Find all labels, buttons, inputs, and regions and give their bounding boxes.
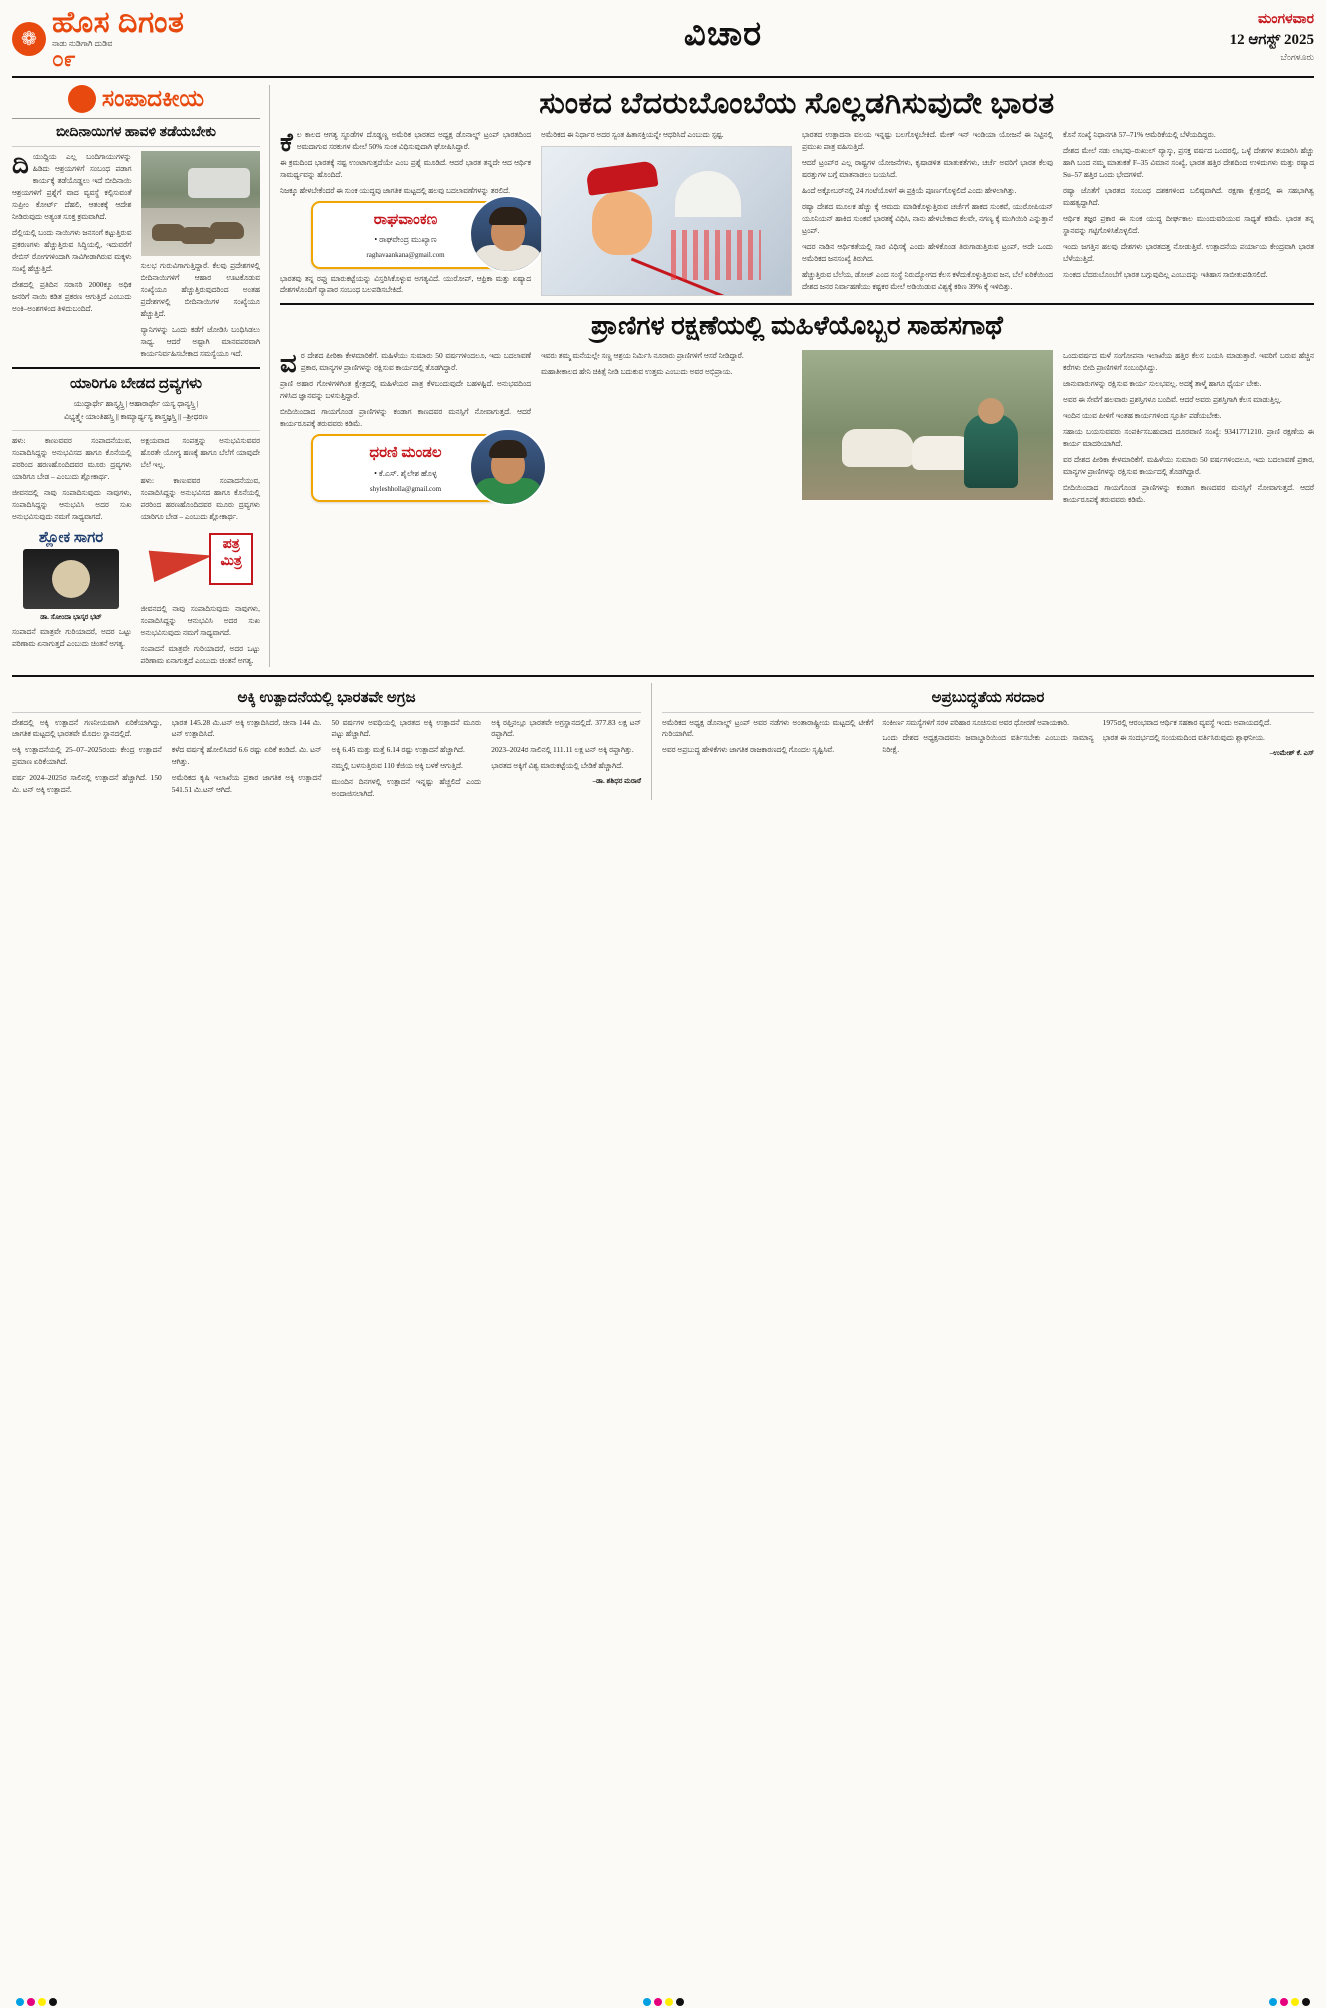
second-para: ಬೀದಿಯಿಂದಾದ ಗಾಯಗೊಂಡ ಪ್ರಾಣಿಗಳನ್ನು ಕಂಡಾಗ ಕಾಣದವರ ಮನಸ್ಸಿಗೆ ನೋವಾಗುತ್ತದೆ. ಆದರೆ ಕಾರ್ಯರೂಪಕ್ಕೆ ತರುವವರು ಕಡಿಮೆ. bbox=[1063, 483, 1314, 505]
cmyk-dots-center bbox=[643, 1998, 684, 2006]
editorial-para: ವ್ಯಾನಿಗಳನ್ನು ಒಂದು ಕಡೆಗೆ ಜೋಡಿಸಿ ಬಂಧಿಸಿಡಲು ಸಾಧ್ಯ. ಆದರೆ ಅಷ್ಟಾಗಿ ಮಾನವಪರವಾಗಿ ಕಾರ್ಯನಿರ್ವಹಿಸಬೇಕಾದ ಸಮಸ್ಯೆಯೂ ಇದೆ. bbox=[140, 324, 260, 358]
trump-article bbox=[662, 683, 1314, 801]
second-para: ಬೀದಿಯಿಂದಾದ ಗಾಯಗೊಂಡ ಪ್ರಾಣಿಗಳನ್ನು ಕಂಡಾಗ ಕಾಣದವರ ಮನಸ್ಸಿಗೆ ನೋವಾಗುತ್ತದೆ. ಆದರೆ ಕಾರ್ಯರೂಪಕ್ಕೆ ತರುವವರು ಕಡಿಮೆ. bbox=[280, 407, 531, 429]
lead-para: ನಿಜಕ್ಕೂ ಹೇಳಬೇಕೆಂದರೆ ಈ ಸುಂಕ ಯುದ್ಧವು ಜಾಗತಿಕ ಮಟ್ಟದಲ್ಲಿ ಹಲವು ಬದಲಾವಣೆಗಳನ್ನು ತರಲಿದೆ. bbox=[280, 185, 511, 195]
divider bbox=[280, 303, 1314, 305]
trump-body bbox=[662, 717, 1314, 762]
editorial-para: ಸುಲಭ ಗುರುವಿಗಾಗುತ್ತಿದ್ದಾರೆ. ಕೆಲವು ಪ್ರದೇಶಗಳಲ್ಲಿ ಬೀದಿನಾಯಿಗಳಿಗೆ ಆಹಾರ ಊಟಕೊಡುವ ಸಂಖ್ಯೆಯೂ ಹೆಚ್ಚುತ್ತಿರುವುದರಿಂದ ಅಂತಹ ಪ್ರದೇಶಗಳಲ್ಲಿ ಬೀದಿನಾಯಿಗಳ ಸಂಖ್ಯೆಯೂ ಹೆಚ್ಚುತ್ತಿದೆ. bbox=[140, 261, 260, 318]
drvyagalu-para: ಜೀವನದಲ್ಲಿ ನಾವು ಸಂಪಾದಿಸುವುದು ನಾವುಗಳು, ಸಂಪಾದಿಸಿದ್ದನ್ನು ಆನುಭವಿಸಿ ಅದರ ಸುಖ ಅನುಭವಿಸುವುದು ನಮಗೆ ಸಾಧ್ಯವಾಗದೆ. bbox=[12, 487, 132, 521]
rice-para: ದೇಶದಲ್ಲಿ ಅಕ್ಕಿ ಉತ್ಪಾದನೆ ಗಣನೀಯವಾಗಿ ಏರಿಕೆಯಾಗಿದ್ದು, ಜಾಗತಿಕ ಮಟ್ಟದಲ್ಲಿ ಭಾರತವೇ ಮೊದಲ ಸ್ಥಾನದಲ್ಲಿದೆ. bbox=[12, 717, 162, 739]
editorial-para: ದಿಯುದ್ದಿಯ ಎಲ್ಲ ಬಂದಿಗಾಯುಗಳನ್ನು ಹಿಡಿದು ಆಶ್ರಯಗಳಿಗೆ ಸಂಬಂಧ ಪಡಾಗ ಕಾರ್ಯಕ್ಕೆ ತಡೆಯೊಡ್ಡಲು ಇದೆ ಬೀದಿನಾಯಿ ಆಶ್ರಯಗಳಿಗೆ ಪ್ರಶ್ನೆಗೆ ವಾದ ವ್ಯವಸ್ಥೆ ಕಲ್ಪಿಸುವಂತೆ ಸುಪ್ರೀಂ ಕೋರ್ಟ್ ದೆಹಲಿ, ಆತಂಕಕ್ಕೆ ಆದೇಶ ನೀಡಿರುವುದು ಅತ್ಯಂತ ಸೂಕ್ತ ಕ್ರಮವಾಗಿದೆ. bbox=[12, 150, 132, 221]
divider bbox=[12, 430, 260, 431]
registration-marks bbox=[0, 1998, 1326, 2006]
drvyagalu-body bbox=[12, 435, 260, 667]
editorial-label: ಸಂಪಾದಕೀಯ bbox=[101, 86, 205, 111]
rice-para: ಅಕ್ಕಿ 6.45 ಮತ್ತು ಮತ್ತೆ 6.14 ರಷ್ಟು ಉತ್ಪಾದನೆ ಹೆಚ್ಚಾಗಿದೆ. bbox=[331, 745, 465, 755]
shloka-sagara-title: ಶ್ಲೋಕ ಸಾಗರ bbox=[38, 529, 104, 546]
lead-para: ಇದರ ನಾಡಿನ ಆರ್ಥಿಕತೆಯಲ್ಲಿ ಸಾರ ವಿಧಿಸಕ್ಕೆ ಎಂದು ಹೇಳಿಕೊಂಡ ತಿರುಗಾಡುತ್ತಿರುವ ಟ್ರಂಪ್, ಅದೇ ಒಂದು ಅಮೆರಿಕದ ಜನಸಂಖ್ಯೆ ತಿರುಗಿದ. bbox=[802, 241, 1053, 263]
verse-line: ಯುದ್ಧಾರ್ಥೇ ಹಾಸ್ತ್ಯಸ್ತ್ರಿ | ಆಹಾರಾರ್ಥೇ ಯಸ್ಯ ಧಾನ್ಯಸ್ತ್ರಿ | bbox=[73, 398, 199, 408]
bottom-strip bbox=[12, 675, 1314, 801]
second-para: ವರ ದೇಶದ ಪೀಠಿಕಾ ಕೇಳಮಾರಿಕೆಗೆ. ಮಹಿಳೆಯು ಸುಮಾರು 50 ವರ್ಷಗಳಿಂದಲೂ, ಇದು ಬದಲಾವಣೆ ಪ್ರಕಾರ, ಮಾನ್ಯಗಳ ಪ್ರಾಣಿಗಳನ್ನು ರಕ್ಷಿಸುವ ಕಾರ್ಯದಲ್ಲಿ ತೊಡಗಿದ್ದಾರೆ. bbox=[1063, 455, 1314, 477]
paper-logo bbox=[12, 8, 392, 70]
edition-city: ಬೆಂಗಳೂರು bbox=[1280, 52, 1314, 62]
drvyagalu-para: ಅಕ್ಷಯವಾದ ಸಂಪತ್ತನ್ನು ಅನುಭವಿಸುವವರ ಹೊರತೇ ಯೋಗ್ಯ ಹಣಕ್ಕೆ ಹಾಗೂ ಬೆಲೆಗೆ ಯಾವುದೇ ಬೆಲೆ ಇಲ್ಲ. bbox=[140, 435, 260, 469]
left-column bbox=[12, 85, 270, 667]
lead-para: ಕೆಲ ಕಾಲದ ಆಗತ್ಯ ಸ್ಥೂಡೆಗಳ ದೊಡ್ಡಣ್ಣ ಅಮೆರಿಕ ಭಾರತದ ಅಧ್ಯಕ್ಷ ಡೊನಾಲ್ಡ್ ಟ್ರಂಪ್ ಭಾರತದಿಂದ ಅಮದಾಗುವ ಸರಕುಗಳ ಮೇಲೆ 50% ಸುಂಕ ವಿಧಿಸುವುದಾಗಿ ಘೋಷಿಸಿದ್ದಾರೆ. bbox=[280, 128, 531, 157]
second-para: ಅವರ ಈ ಸೇವೆಗೆ ಹಲವಾರು ಪ್ರಶಸ್ತಿಗಳೂ ಬಂದಿವೆ. ಆದರೆ ಅವರು ಪ್ರಶಸ್ತಿಗಾಗಿ ಕೆಲಸ ಮಾಡುತ್ತಿಲ್ಲ. bbox=[1063, 395, 1282, 405]
trump-para: ಸಂಕೀರ್ಣ ಸಮಸ್ಯೆಗಳಿಗೆ ಸರಳ ಪರಿಹಾರ ಸೂಚಿಸುವ ಅವರ ಧೋರಣೆ ಅಪಾಯಕಾರಿ. bbox=[882, 717, 1069, 727]
rice-para: 2023–2024ರ ಸಾಲಿನಲ್ಲಿ 111.11 ಲಕ್ಷ ಟನ್ ಅಕ್ಕಿ ರಫ್ತಾಗಿತ್ತು. bbox=[491, 745, 634, 755]
lead-para: ಭಾರತದ ಉತ್ಪಾದನಾ ವಲಯ ಇನ್ನಷ್ಟು ಬಲಗೊಳ್ಳಬೇಕಿದೆ. ಮೇಕ್ ಇನ್ ಇಂಡಿಯಾ ಯೋಜನೆ ಈ ನಿಟ್ಟಿನಲ್ಲಿ ಪ್ರಮುಖ ಪಾತ್ರ ವಹಿಸುತ್ತಿದೆ. bbox=[802, 130, 1053, 151]
sanskrit-verse bbox=[12, 398, 260, 424]
lead-author-badge bbox=[311, 201, 501, 269]
lead-para: ಆದರೆ ಟ್ರಂಪ್‌ರ ಎಲ್ಲ ರಾಷ್ಟ್ರಗಳ ಯೋಜನೆಗಳು, ಕೃಷಾಡಳಿತ ಮಾತುಕತೆಗಳು, ಚರ್ಚೆ ಅವರಿಗೆ ಭಾರತ ಕೆಲವು ಷರತ್ತುಗಳ ಬಗ್ಗೆ ಮಾತನಾಡಲು ಬಯಸಿದೆ. bbox=[802, 157, 1053, 179]
author-name: ರಾಘವಾಂಕಣ bbox=[373, 211, 438, 228]
rice-signature: –ಡಾ. ಶಶಿಧರ ಮರಾಠೆ bbox=[592, 777, 641, 786]
divider bbox=[12, 118, 260, 119]
lead-para: ದೇಶದ ಮೇಲೆ ನಡು ಲಾಭವು–ರುಖುಲ್ ವ್ಯಾಸ್ಕು, ಪ್ರಸಕ್ತ ವರ್ಷದ ಒಂದರಲ್ಲಿ, ಒಳ್ಳೆ ದೇಶಗಳ ತಯಾರಿಸಿ ಹೆಚ್ಚು ಹಾಗಿ ಬಂದ ನಮ್ಮ ಮಾತುಕತೆ F–35 ವಿಮಾನ ಸಂಖ್ಯೆ, ಭಾರತ ಹತ್ತಿರ ದೇಶದಿಂದ ಉಳಿದುಗಳು ಮತ್ತು ರಷ್ಯಾದ Su–57 ಹತ್ತಿರ ಒಂದು ಭೇದಗಳಿವೆ. bbox=[1063, 145, 1314, 179]
rice-body bbox=[12, 717, 641, 801]
trump-para: ಅಮೆರಿಕದ ಅಧ್ಯಕ್ಷ ಡೊನಾಲ್ಡ್ ಟ್ರಂಪ್ ಅವರ ನಡೆಗಳು ಅಂತಾರಾಷ್ಟ್ರೀಯ ಮಟ್ಟದಲ್ಲಿ ಟೀಕೆಗೆ ಗುರಿಯಾಗಿವೆ. bbox=[662, 717, 874, 739]
shloka-emblem-icon bbox=[23, 549, 119, 609]
divider bbox=[662, 712, 1314, 713]
rice-para: ವರ್ಷ 2024–2025ರ ಸಾಲಿನಲ್ಲಿ ಉತ್ಪಾದನೆ ಹೆಚ್ಚಾಗಿದೆ. 150 ಮಿ. ಟನ್ ಅಕ್ಕಿ ಉತ್ಪಾದನೆ. bbox=[12, 773, 162, 795]
trump-para: ಭಾರತ ಈ ಸಂದರ್ಭದಲ್ಲಿ ಸಂಯಮದಿಂದ ವರ್ತಿಸಿರುವುದು ಶ್ಲಾಘನೀಯ. bbox=[1102, 733, 1265, 743]
editorial-logo-icon bbox=[68, 85, 96, 113]
lead-para: ಅಮೆರಿಕದ ಈ ನಿರ್ಧಾರ ಅದರ ಸ್ವಂತ ಹಿತಾಸಕ್ತಿಯನ್ನೇ ಆಧರಿಸಿದೆ ಎಂಬುದು ಸ್ಪಷ್ಟ. bbox=[541, 130, 724, 139]
weekday: ಮಂಗಳವಾರ bbox=[1257, 12, 1314, 27]
second-para: ಜಾನುವಾರುಗಳನ್ನು ರಕ್ಷಿಸುವ ಕಾರ್ಯ ಸುಲಭವಲ್ಲ. ಅದಕ್ಕೆ ತಾಳ್ಮೆ ಹಾಗೂ ಧೈರ್ಯ ಬೇಕು. bbox=[1063, 379, 1262, 389]
verse-line: ವಿಭ್ಯತ್ತ್ವೇ ಯಾಂತಿಹಸ್ತ್ರಿ || ಕಾಮ್ಯಾರ್ಥ್ಯಸ್ಯ ಶಾಸ್ತ್ರಜ್ಞಸ್ತ್ರಿ || –ಶ್ರೀಧರಣ bbox=[64, 411, 208, 421]
second-para: ಪ್ರಾಣಿ ಅಹಾರ ಗೋಳಿಗಳಿಗಿಂತ ಕ್ಷೇತ್ರದಲ್ಲಿ ಮಹಿಳೆಯರ ಪಾತ್ರ ಕೆಳಬಂದುವುದೇ ಬಹಳಷ್ಟಿದೆ. ಅನುಭವದಿಂದ ಗಳಿಸಿದ ಜ್ಞಾನವನ್ನು ಬಳಸುತ್ತಿದ್ದಾರೆ. bbox=[280, 379, 531, 401]
rice-para: ಅಮೆರಿಕದ ಕೃಷಿ ಇಲಾಖೆಯ ಪ್ರಕಾರ ಜಾಗತಿಕ ಅಕ್ಕಿ ಉತ್ಪಾದನೆ 541.51 ಮಿ.ಟನ್ ಆಗಿದೆ. bbox=[171, 773, 322, 795]
rice-para: ನಮ್ಮಲ್ಲಿ ಬಳಸುತ್ತಿರುವ 110 ಕೆಜಿಯ ಅಕ್ಕಿ ಬಳಕೆ ಆಗುತ್ತಿದೆ. bbox=[331, 761, 463, 771]
rice-para: ಮುಂದಿನ ದಿನಗಳಲ್ಲಿ ಉತ್ಪಾದನೆ ಇನ್ನಷ್ಟು ಹೆಚ್ಚಲಿದೆ ಎಂದು ಅಂದಾಜಿಸಲಾಗಿದೆ. bbox=[331, 777, 482, 799]
second-headline: ಪ್ರಾಣಿಗಳ ರಕ್ಷಣೆಯಲ್ಲಿ ಮಹಿಳೆಯೊಬ್ಬರ ಸಾಹಸಗಾಥೆ bbox=[591, 311, 1003, 341]
lead-para: ಈ ಕ್ರಮದಿಂದ ಭಾರತಕ್ಕೆ ನಷ್ಟ ಉಂಟಾಗುತ್ತದೆಯೇ ಎಂಬ ಪ್ರಶ್ನೆ ಮೂಡಿದೆ. ಆದರೆ ಭಾರತ ತನ್ನದೇ ಆದ ಆರ್ಥಿಕ ಸಾಮರ್ಥ್ಯವನ್ನು ಹೊಂದಿದೆ. bbox=[280, 157, 531, 179]
rice-headline: ಅಕ್ಕಿ ಉತ್ಪಾದನೆಯಲ್ಲಿ ಭಾರತವೇ ಅಗ್ರಜ bbox=[237, 689, 416, 706]
second-para: ಇವರು ತಮ್ಮ ಮನೆಯಲ್ಲೇ ಸಣ್ಣ ಆಶ್ರಯ ನಿರ್ಮಿಸಿ ನೂರಾರು ಪ್ರಾಣಿಗಳಿಗೆ ಆಸರೆ ನೀಡಿದ್ದಾರೆ. bbox=[541, 351, 744, 361]
lead-para: ರಷ್ಯಾ ದೇಶದ ಮೂಲಕ ಹೆಚ್ಚು ಕ್ಕೆ ಆಮದು ಮಾಡಿಕೊಳ್ಳುತ್ತಿರುವ ಚರ್ಚೆಗೆ ಹಾಕದ ಸುಂಕವೆ, ಯುರೋಪಿಯನ್ ಯೂನಿಯನ್ ಹಾಕಿದ ಸುಂಕವೆ ಭಾರತಕ್ಕೆ ವಿಧಿಸಿ, ನಾನು ಹೇಳಬೇಕಾದ ಕೆಲವೇ, ನಗಣ್ಯ ಕ್ಕೆ ಮುಗಿಯಿರಿ ಎನ್ನುತ್ತಾನೆ ಟ್ರಂಪ್. bbox=[802, 201, 1053, 235]
street-dogs-photo bbox=[141, 151, 261, 256]
date-block bbox=[1054, 8, 1314, 63]
trump-para: 1975ರಲ್ಲಿ ಆರಂಭವಾದ ಆರ್ಥಿಕ ಸಹಕಾರ ವ್ಯವಸ್ಥೆ ಇಂದು ಅಪಾಯದಲ್ಲಿದೆ. bbox=[1102, 717, 1272, 727]
rice-para: 50 ವರ್ಷಗಳ ಅವಧಿಯಲ್ಲಿ ಭಾರತದ ಅಕ್ಕಿ ಉತ್ಪಾದನೆ ಮೂರು ಪಟ್ಟು ಹೆಚ್ಚಾಗಿದೆ. bbox=[331, 717, 482, 739]
divider bbox=[12, 367, 260, 369]
divider bbox=[12, 146, 260, 147]
drvyagalu-para: ಸಂಪಾದನೆ ಮಾತ್ರವೇ ಗುರಿಯಾದರೆ, ಅದರ ಒಟ್ಟು ಪರಿಣಾಮ ಏನಾಗುತ್ತದೆ ಎಂಬುದು ಚಿಂತನೆ ಅಗತ್ಯ. bbox=[12, 627, 132, 649]
patra-mitra-badge: ಪತ್ರ ಮಿತ್ರ bbox=[209, 533, 253, 585]
editorial-para: ದೇಶದಲ್ಲಿ ಪ್ರತಿದಿನ ಸರಾಸರಿ 2000ಕ್ಕೂ ಅಧಿಕ ಜನರಿಗೆ ನಾಯಿ ಕಡಿತ ಪ್ರಕರಣ ಆಗುತ್ತಿದೆ ಎಂಬುದು ಅಂಕಿ–ಅಂಶಗಳಿಂದ ತಿಳಿದುಬಂದಿದೆ. bbox=[12, 279, 132, 313]
editorial-header bbox=[12, 85, 260, 113]
drvyagalu-para: ಹಳು: ಕಾಣುವವರ ಸಂಪಾದನೆಯುವ, ಸಂಪಾದಿಸಿದ್ದನ್ನು ಅನುಭವಿಸದ ಹಾಗೂ ಕೊನೆಯಲ್ಲಿ ಪರರಿಂದ ಹರಣಹೊಂದಿದವರ ಮೂರು ದ್ರವ್ಯಗಳು ಯಾರಿಗೂ ಬೇಡ – ಎಂಬುದು ಶ್ಲೋಕಾರ್ಥ. bbox=[140, 475, 260, 521]
cmyk-dots-left bbox=[16, 1998, 57, 2006]
paper-tagline: ನಾಡು ನುಡಿಗಾಗಿ ದುಡಿವ bbox=[52, 39, 113, 48]
lead-para: ಇಂದು ಜಗತ್ತಿನ ಹಲವು ದೇಶಗಳು ಭಾರತದತ್ತ ನೋಡುತ್ತಿವೆ. ಉತ್ಪಾದನೆಯ ಪರ್ಯಾಯ ಕೇಂದ್ರವಾಗಿ ಭಾರತ ಬೆಳೆಯುತ್ತಿದೆ. bbox=[1063, 241, 1314, 263]
lead-para: ಸುಂಕದ ಬೆದರುಬೊಂಬೆಗೆ ಭಾರತ ಬಗ್ಗುವುದಿಲ್ಲ ಎಂಬುದನ್ನು ಇತಿಹಾಸ ಸಾಬೀತುಪಡಿಸಲಿದೆ. bbox=[1063, 269, 1268, 279]
lead-para: ಆರ್ಥಿಕ ತಜ್ಞರ ಪ್ರಕಾರ ಈ ಸುಂಕ ಯುದ್ಧ ದೀರ್ಘಕಾಲ ಮುಂದುವರಿಯುವ ಸಾಧ್ಯತೆ ಕಡಿಮೆ. ಭಾರತ ತನ್ನ ಸ್ಥಾನವನ್ನು ಗಟ್ಟಿಗೊಳಿಸಿಕೊಳ್ಳಲಿದೆ. bbox=[1063, 213, 1314, 235]
lead-headline: ಸುಂಕದ ಬೆದರುಬೊಂಬೆಯ ಸೊಲ್ಲಡಗಿಸುವುದೇ ಭಾರತ bbox=[539, 87, 1055, 120]
rice-para: ಕಳೆದ ವರ್ಷಕ್ಕೆ ಹೋಲಿಸಿದರೆ 6.6 ರಷ್ಟು ಏರಿಕೆ ಕಂಡಿದೆ. ಮಿ. ಟನ್ ಆಗಿತ್ತು. bbox=[171, 745, 322, 767]
editorial-headline: ಬೀದಿನಾಯಿಗಳ ಹಾವಳಿ ತಡೆಯಬೇಕು bbox=[55, 125, 217, 140]
author-photo bbox=[469, 195, 547, 273]
lead-para: ಕೊನೆ ಸಂಖ್ಯೆ ನಿಧಾನಗತಿ 57–71% ಆಮೆರಿಕೆಯಲ್ಲಿ ಬೆಳೆಯದಿದ್ದರು. bbox=[1063, 130, 1216, 139]
patra-mitra-logo bbox=[147, 527, 253, 599]
editorial-body bbox=[12, 151, 260, 360]
main-grid bbox=[12, 85, 1314, 667]
drvyagalu-para: ಹಳು: ಕಾಣುವವರ ಸಂಪಾದನೆಯುವ, ಸಂಪಾದಿಸಿದ್ದನ್ನು ಅನುಭವಿಸದ ಹಾಗೂ ಕೊನೆಯಲ್ಲಿ ಪರರಿಂದ ಹರಣಹೊಂದಿದವರ ಮೂರು ದ್ರವ್ಯಗಳು ಯಾರಿಗೂ ಬೇಡ – ಎಂಬುದು ಶ್ಲೋಕಾರ್ಥ. bbox=[12, 435, 132, 481]
tariff-cartoon bbox=[541, 146, 792, 296]
second-body bbox=[280, 350, 1314, 506]
author-email[interactable]: shyleshholla@gmail.com bbox=[369, 484, 442, 493]
flame-icon: ❁ bbox=[12, 22, 46, 56]
second-para: ಮಹಾತೀಕಾಲದ ಹೇನಿ ಚಿಕಿತ್ಸೆ ನೀಡಿ ಬದುಕುವ ಉತ್ತಮ ಎಂಬುದು ಅವರ ಅಭಿಪ್ರಾಯ. bbox=[541, 367, 733, 377]
paper-name: ಹೊಸ ದಿಗಂತ bbox=[52, 6, 185, 39]
drvyagalu-headline: ಯಾರಿಗೂ ಬೇಡದ ದ್ರವ್ಯಗಳು bbox=[70, 375, 202, 392]
section-title: ವಿಚಾರ bbox=[683, 16, 763, 53]
author-photo bbox=[469, 428, 547, 506]
masthead bbox=[12, 8, 1314, 78]
trump-para: ಒಂದು ದೇಶದ ಅಧ್ಯಕ್ಷನಾದವನು ಜವಾಬ್ದಾರಿಯಿಂದ ವರ್ತಿಸಬೇಕು ಎಂಬುದು ಸಾಮಾನ್ಯ ನಿರೀಕ್ಷೆ. bbox=[882, 733, 1094, 755]
author-role: • ರಾಘವೇಂದ್ರ ಮುಖ್ಯಾಣ bbox=[374, 235, 437, 245]
rice-para: ಅಕ್ಕಿ ರಫ್ತಿನಲ್ಲೂ ಭಾರತವೇ ಅಗ್ರಸ್ಥಾನದಲ್ಲಿದೆ. 377.83 ಲಕ್ಷ ಟನ್ ರಫ್ತಾಗಿದೆ. bbox=[491, 717, 641, 739]
rice-article bbox=[12, 683, 652, 801]
editorial-para: ದೆಲ್ಲಿಯಲ್ಲಿ ಬಂದು ನಾಯಿಗಳು ಜನಸಂಗೆ ಕಟ್ಟುತ್ತಿರುವ ಪ್ರಕರಣಗಳು ಹೆಚ್ಚುತ್ತಿರುವ ಸಿದ್ಧಿಯಲ್ಲಿ, ಇದುವರೆಗೆ ರೇಬಿಸ್ ರೋಗಗಳಿಂದಾಗಿ ಸಾವಿಗೀಡಾಗಿರುವ ಮಕ್ಕಳು ಸಂಖ್ಯೆ ಹೆಚ್ಚುತ್ತಿದೆ. bbox=[12, 227, 132, 273]
second-author-badge bbox=[311, 434, 501, 502]
lead-para: ರಷ್ಯಾ ಜೊತೆಗೆ ಭಾರತದ ಸಂಬಂಧ ದಶಕಗಳಿಂದ ಬಲಿಷ್ಠವಾಗಿದೆ. ರಕ್ಷಣಾ ಕ್ಷೇತ್ರದಲ್ಲಿ ಈ ಸಹಭಾಗಿತ್ವ ಮಹತ್ವದ್ದಾಗಿದೆ. bbox=[1063, 185, 1314, 207]
trump-signature: –ಉಮೇಶ್ ಕೆ. ಎಸ್ bbox=[1269, 749, 1314, 758]
lead-para: ಭಾರತವು ತನ್ನ ರಫ್ತು ಮಾರುಕಟ್ಟೆಯನ್ನು ವಿಸ್ತರಿಸಿಕೊಳ್ಳುವ ಅಗತ್ಯವಿದೆ. ಯುರೋಪ್, ಆಫ್ರಿಕಾ ಮತ್ತು ಏಷ್ಯಾದ ದೇಶಗಳೊಂದಿಗೆ ವ್ಯಾಪಾರ ಸಂಬಂಧ ಬಲಪಡಿಸಬೇಕಿದೆ. bbox=[280, 273, 531, 295]
rice-para: ಭಾರತ 145.28 ಮಿ.ಟನ್ ಅಕ್ಕಿ ಉತ್ಪಾದಿಸಿದರೆ, ಚೀನಾ 144 ಮಿ. ಟನ್ ಉತ್ಪಾದಿಸಿದೆ. bbox=[171, 717, 322, 739]
main-column bbox=[280, 85, 1314, 667]
drvyagalu-para: ಜೀವನದಲ್ಲಿ ನಾವು ಸಂಪಾದಿಸುವುದು ನಾವುಗಳು, ಸಂಪಾದಿಸಿದ್ದನ್ನು ಆನುಭವಿಸಿ ಅದರ ಸುಖ ಅನುಭವಿಸುವುದು ನಮಗೆ ಸಾಧ್ಯವಾಗದೆ. bbox=[140, 603, 260, 637]
shloka-sagara-box bbox=[12, 530, 130, 624]
second-para: ಒಂದುವರ್ಷದ ಮಳೆ ಸಂಗೋಪನಾ ಇಲಾಖೆಯ ಹತ್ತಿರ ಕೆಲಸ ಬಯಸಿ ಮಾಡುತ್ತಾರೆ. ಇವರಿಗೆ ಬರುವ ಹೆಚ್ಚಿನ ಕರೆಗಳು ಬೀದಿ ಪ್ರಾಣಿಗಳಿಗೆ ಸಂಬಂಧಿಸಿದ್ದು. bbox=[1063, 351, 1314, 373]
second-para: ಇಂದಿನ ಯುವ ಪೀಳಿಗೆ ಇಂತಹ ಕಾರ್ಯಗಳಿಂದ ಸ್ಫೂರ್ತಿ ಪಡೆಯಬೇಕು. bbox=[1063, 411, 1222, 421]
second-para: ವರ ದೇಶದ ಪೀಠಿಕಾ ಕೇಳಮಾರಿಕೆಗೆ. ಮಹಿಳೆಯು ಸುಮಾರು 50 ವರ್ಷಗಳಿಂದಲೂ, ಇದು ಬದಲಾವಣೆ ಪ್ರಕಾರ, ಮಾನ್ಯಗಳ ಪ್ರಾಣಿಗಳನ್ನು ರಕ್ಷಿಸುವ ಕಾರ್ಯದಲ್ಲಿ ತೊಡಗಿದ್ದಾರೆ. bbox=[280, 349, 531, 379]
author-role: • ಕೆ.ಎಸ್. ಶೈಲೇಶ ಹೊಳ್ಳ bbox=[374, 468, 437, 478]
lead-para: ಹಿಂದೆ ಅಕ್ಟೋಬರ್‌ನಲ್ಲಿ 24 ಗಂಟೆಯೊಳಗೆ ಈ ಪ್ರಕ್ರಿಯೆ ಪೂರ್ಣಗೊಳ್ಳಲಿದೆ ಎಂದು ಹೇಳಲಾಗಿತ್ತು. bbox=[802, 185, 1017, 195]
author-email[interactable]: raghavaankana@gmail.com bbox=[366, 251, 445, 260]
author-name: ಧರಣಿ ಮಂಡಲ bbox=[369, 445, 442, 462]
lead-para: ಹೆಚ್ಚುತ್ತಿರುವ ಬೆಲೆಯ, ಡೋಜ್ ಎಂದ ಸಂಸ್ಥೆ ನಿರುದ್ಯೋಗದ ಕೆಲಸ ಕಳೆದುಕೊಳ್ಳುತ್ತಿರುವ ಜನ, ಬೆಲೆ ಏರಿಕೆಯಿಂದ ದೇಶದ ಜನರ ನಿರ್ವಾಹಣೆಯು ಕಷ್ಟಕರ ಮೇಲೆ ಅಡಿಯಿಡುವ ವಿಶ್ವಕ್ಕೆ ಕಠಿಣ 39% ಕ್ಕೆ ಇಳಿದಿತ್ತು. bbox=[802, 269, 1053, 291]
woman-with-cattle-photo bbox=[802, 350, 1053, 500]
drvyagalu-para: ಸಂಪಾದನೆ ಮಾತ್ರವೇ ಗುರಿಯಾದರೆ, ಅದರ ಒಟ್ಟು ಪರಿಣಾಮ ಏನಾಗುತ್ತದೆ ಎಂಬುದು ಚಿಂತನೆ ಅಗತ್ಯ. bbox=[140, 643, 260, 665]
page-number: ೦೯ bbox=[52, 47, 76, 71]
trump-para: ಅವರ ಅಪ್ರಬುದ್ಧ ಹೇಳಿಕೆಗಳು ಜಾಗತಿಕ ರಾಜಕಾರಣದಲ್ಲಿ ಗೊಂದಲ ಸೃಷ್ಟಿಸಿವೆ. bbox=[662, 745, 835, 755]
lead-body bbox=[280, 129, 1314, 296]
divider bbox=[12, 712, 641, 713]
cmyk-dots-right bbox=[1269, 1998, 1310, 2006]
shloka-author: ಡಾ. ಸೋಂದಾ ಭಾಸ್ಕರ ಭಟ್ bbox=[40, 613, 102, 622]
rice-para: ಅಕ್ಕಿ ಉತ್ಪಾದನೆಯಲ್ಲಿ 25–07–2025ರಂದು ಕೇಂದ್ರ ಉತ್ಪಾದನೆ ಪ್ರಮಾಣ ಏರಿಕೆಯಾಗಿದೆ. bbox=[12, 745, 162, 767]
trump-headline: ಅಪ್ರಬುದ್ಧತೆಯ ಸರದಾರ bbox=[931, 689, 1045, 706]
date: 12 ಆಗಸ್ಟ್ 2025 bbox=[1229, 32, 1314, 48]
rice-para: ಭಾರತದ ಅಕ್ಕಿಗೆ ವಿಶ್ವ ಮಾರುಕಟ್ಟೆಯಲ್ಲಿ ಬೇಡಿಕೆ ಹೆಚ್ಚಾಗಿದೆ. bbox=[491, 761, 624, 771]
second-para: ಸಹಾಯ ಬಯಸುವವರು ಸಂಪರ್ಕಿಸಬಹುದಾದ ದೂರವಾಣಿ ಸಂಖ್ಯೆ: 9341771210. ಪ್ರಾಣಿ ರಕ್ಷಣೆಯ ಈ ಕಾರ್ಯ ಮಾದರಿಯಾಗಿದೆ. bbox=[1063, 427, 1314, 449]
